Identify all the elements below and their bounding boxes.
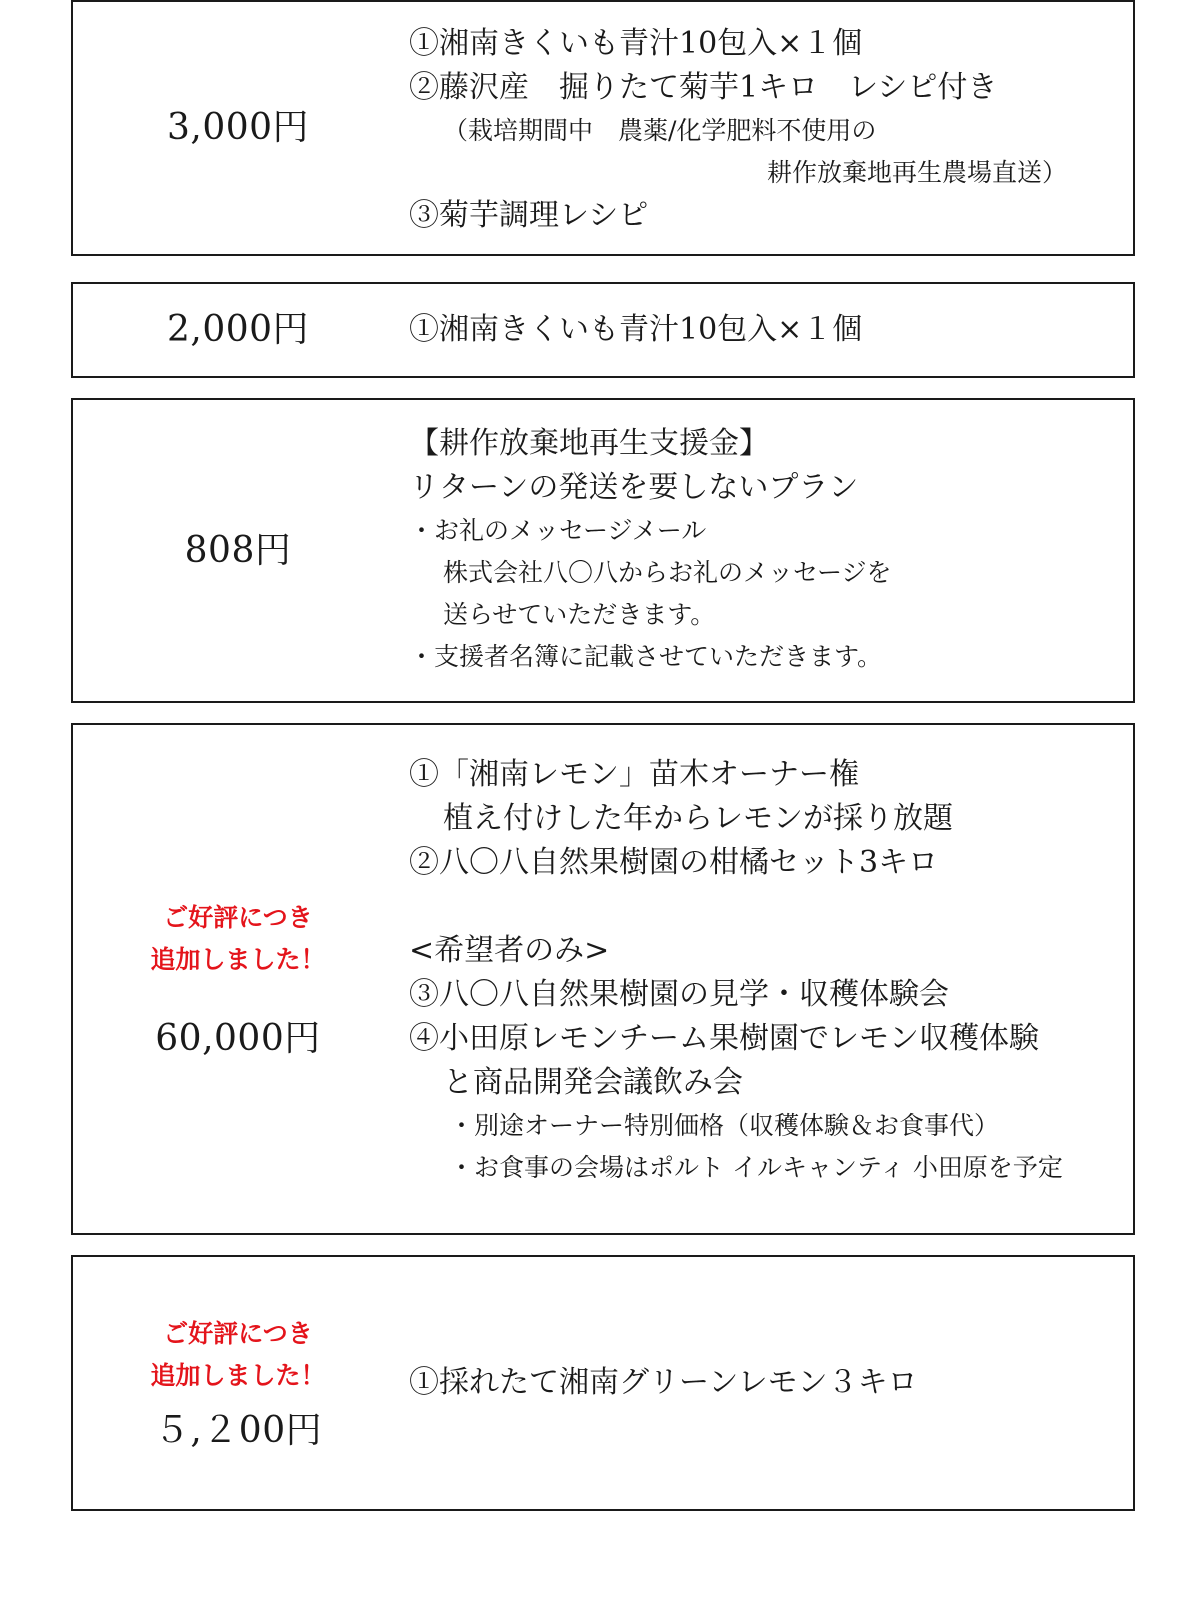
- return-note: 耕作放棄地再生農場直送）: [766, 158, 1067, 187]
- plan-price-column: [73, 284, 403, 376]
- optional-heading: <希望者のみ>: [409, 933, 610, 968]
- return-note: 植え付けした年からレモンが採り放題: [443, 801, 953, 836]
- return-item: ③八〇八自然果樹園の見学・収穫体験会: [409, 977, 949, 1012]
- popular-badge-line: ご好評につき: [163, 903, 313, 933]
- plan-description: [409, 753, 1123, 1189]
- plan-price: 3,000円: [166, 107, 310, 149]
- return-note: ・別途オーナー特別価格（収穫体験＆お食事代）: [449, 1111, 1000, 1140]
- plan-description: [409, 22, 1123, 238]
- plan-card-60000: [71, 723, 1135, 1235]
- return-item: ①湘南きくいも青汁10包入×１個: [409, 26, 863, 61]
- return-item: ①「湘南レモン」苗木オーナー権: [409, 757, 859, 792]
- return-item: ①湘南きくいも青汁10包入×１個: [409, 312, 863, 347]
- plan-card-808: [71, 398, 1135, 703]
- return-item: ・お礼のメッセージメール: [409, 516, 707, 545]
- plan-card-5200: [71, 1255, 1135, 1511]
- plan-price: ５,２00円: [153, 1410, 323, 1452]
- return-item: ②藤沢産 掘りたて菊芋1キロ レシピ付き: [409, 70, 998, 105]
- return-note: 株式会社八〇八からお礼のメッセージを: [443, 558, 892, 587]
- plan-description: [409, 308, 1123, 352]
- popular-badge-line: ご好評につき: [163, 1319, 313, 1349]
- plan-price: 60,000円: [155, 1018, 321, 1060]
- spacer: [409, 885, 1123, 929]
- popular-badge-line: 追加しました！: [150, 945, 326, 975]
- plan-card-3000: [71, 0, 1135, 256]
- return-item: ・支援者名簿に記載させていただきます。: [409, 642, 883, 671]
- return-item: ①採れたて湘南グリーンレモン３キロ: [409, 1365, 918, 1400]
- return-note: と商品開発会議飲み会: [443, 1065, 743, 1100]
- plan-card-2000: [71, 282, 1135, 378]
- plan-price-column: [73, 725, 403, 1233]
- plan-price-column: [73, 400, 403, 701]
- return-note: 送らせていただきます。: [443, 600, 716, 629]
- plan-description: [409, 422, 1123, 678]
- plan-heading: 【耕作放棄地再生支援金】: [409, 426, 769, 461]
- return-item: ④小田原レモンチーム果樹園でレモン収穫体験: [409, 1021, 1039, 1056]
- plan-subtitle: リターンの発送を要しないプラン: [409, 470, 859, 505]
- return-note: （栽培期間中 農薬/化学肥料不使用の: [443, 116, 877, 145]
- return-item: ③菊芋調理レシピ: [409, 198, 649, 233]
- plan-description: [409, 1361, 1123, 1405]
- plan-price-column: [73, 2, 403, 254]
- plan-price-column: [73, 1257, 403, 1509]
- return-note: ・お食事の会場はポルト イルキャンティ 小田原を予定: [449, 1153, 1063, 1182]
- popular-badge-line: 追加しました！: [150, 1361, 326, 1391]
- plan-price: 2,000円: [166, 309, 310, 351]
- plan-price: 808円: [184, 529, 292, 571]
- return-item: ②八〇八自然果樹園の柑橘セット3キロ: [409, 845, 939, 880]
